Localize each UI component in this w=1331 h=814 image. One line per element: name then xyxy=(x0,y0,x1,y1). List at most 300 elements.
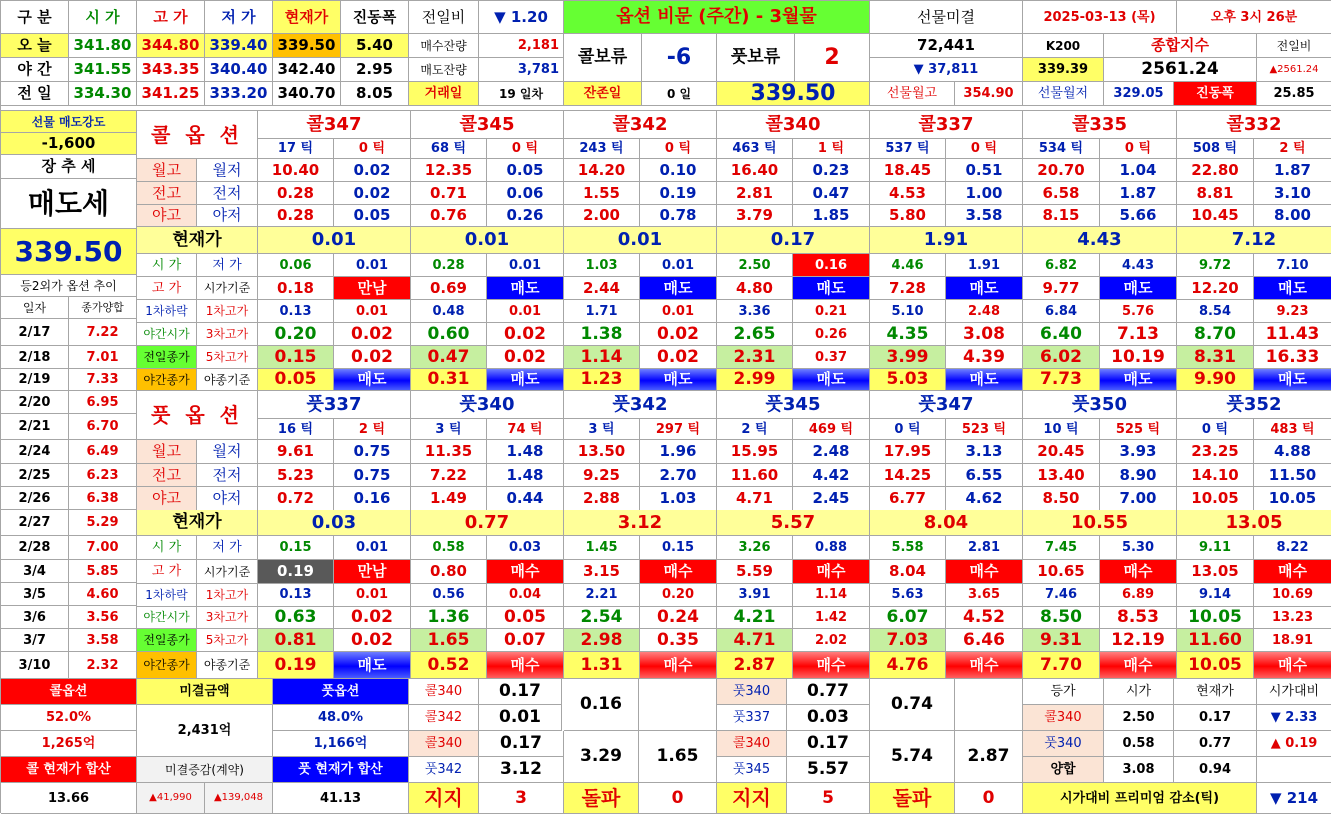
amp-value: 25.85 xyxy=(1257,82,1331,106)
puts-nh: 4.71 xyxy=(717,487,793,511)
pairA-empty xyxy=(639,679,717,731)
call-mhigh: 월고 xyxy=(137,159,197,182)
puts-high5: 0.35 xyxy=(640,629,717,652)
put-sum: 41.13 xyxy=(273,783,409,814)
header-col-5: 진동폭 xyxy=(341,1,409,34)
calls-signal[interactable]: 매도 xyxy=(946,277,1023,300)
history-sum: 6.49 xyxy=(69,440,137,464)
call-option-label: 콜옵션 xyxy=(1,679,137,705)
header-col-6: 전일비 xyxy=(409,1,479,34)
history-date: 3/7 xyxy=(1,629,69,652)
pairC-sum: 3.29 xyxy=(564,731,639,783)
eq-header: 시가대비 xyxy=(1257,679,1331,705)
history-sum: 3.56 xyxy=(69,606,137,629)
calls-high5: 0.02 xyxy=(334,346,411,369)
puts-pl: 11.50 xyxy=(1254,464,1331,487)
calls-tick1: 508 틱 xyxy=(1177,139,1254,159)
put-nopen-label: 야간시가 xyxy=(137,606,197,629)
pair-name: 콜340 xyxy=(409,731,479,757)
calls-drop1: 1.71 xyxy=(564,300,640,323)
put-h1b-label: 1차고가 xyxy=(197,583,258,607)
puts-signal[interactable]: 매수 xyxy=(487,560,564,584)
puts-mh: 11.35 xyxy=(411,440,487,464)
calls-mh: 20.70 xyxy=(1023,159,1100,182)
puts-high3: 0.02 xyxy=(334,606,411,629)
puts-mh: 20.45 xyxy=(1023,440,1100,464)
calls-high: 0.69 xyxy=(411,277,487,300)
calls-tick2: 1 틱 xyxy=(793,139,870,159)
puts-night-signal[interactable]: 매수 xyxy=(487,652,564,679)
k200-value: 339.39 xyxy=(1023,58,1104,82)
calls-drop1: 6.84 xyxy=(1023,300,1100,323)
puts-prev-close: 7.03 xyxy=(870,629,946,652)
puts-high1: 0.01 xyxy=(334,583,411,607)
calls-drop1: 5.10 xyxy=(870,300,946,323)
calls-tick2: 2 틱 xyxy=(1254,139,1331,159)
puts-high3: 4.52 xyxy=(946,606,1023,629)
summary-open: 341.80 xyxy=(69,34,137,58)
puts-drop1: 5.63 xyxy=(870,583,946,607)
puts-ml: 2.48 xyxy=(793,440,870,464)
puts-strike-name: 풋347 xyxy=(870,391,1023,419)
puts-nh: 1.49 xyxy=(411,487,487,511)
put-open-label: 시 가 xyxy=(137,536,197,560)
calls-drop1: 0.48 xyxy=(411,300,487,323)
puts-high3: 13.23 xyxy=(1254,606,1331,629)
puts-tick1: 0 틱 xyxy=(1177,419,1254,440)
remain-day-label: 잔존일 xyxy=(564,82,642,106)
calls-nh: 10.45 xyxy=(1177,205,1254,227)
calls-prev-close: 3.99 xyxy=(870,346,946,369)
calls-low: 0.01 xyxy=(640,254,717,277)
eq-name: 풋340 xyxy=(1023,731,1104,757)
history-date: 2/17 xyxy=(1,319,69,346)
summary-range: 8.05 xyxy=(341,82,409,106)
calls-night-signal[interactable]: 매도 xyxy=(487,369,564,391)
call-pct: 52.0% xyxy=(1,705,137,731)
calls-night-open: 8.70 xyxy=(1177,323,1254,346)
puts-tick1: 3 틱 xyxy=(564,419,640,440)
summary-open: 341.55 xyxy=(69,58,137,82)
calls-high1: 0.01 xyxy=(640,300,717,323)
calls-high: 9.77 xyxy=(1023,277,1100,300)
put-cur-label: 현재가 xyxy=(137,510,258,536)
put-openbase-label: 시가기준 xyxy=(197,560,258,584)
puts-mh: 9.61 xyxy=(258,440,334,464)
puts-signal[interactable]: 매수 xyxy=(640,560,717,584)
calls-high1: 0.01 xyxy=(487,300,564,323)
call-openbase-label: 시가기준 xyxy=(197,277,258,300)
puts-mh: 13.50 xyxy=(564,440,640,464)
pair-value: 0.01 xyxy=(479,705,562,731)
call-nhigh: 야고 xyxy=(137,205,197,227)
call-nlow: 야저 xyxy=(197,205,258,227)
header-col-0: 구 분 xyxy=(1,1,69,34)
history-sum: 6.23 xyxy=(69,464,137,487)
calls-mh: 10.40 xyxy=(258,159,334,182)
header-col-2: 고 가 xyxy=(137,1,205,34)
calls-night-close: 0.05 xyxy=(258,369,334,391)
puts-night-signal[interactable]: 매도 xyxy=(334,652,411,679)
puts-tick2: 525 틱 xyxy=(1100,419,1177,440)
calls-nl: 0.26 xyxy=(487,205,564,227)
calls-nl: 0.05 xyxy=(334,205,411,227)
calls-nl: 3.58 xyxy=(946,205,1023,227)
history-sum: 2.32 xyxy=(69,652,137,679)
puts-night-signal[interactable]: 매수 xyxy=(1100,652,1177,679)
puts-nh: 2.88 xyxy=(564,487,640,511)
calls-open: 9.72 xyxy=(1177,254,1254,277)
calls-low: 0.01 xyxy=(334,254,411,277)
puts-low: 5.30 xyxy=(1100,536,1177,560)
puts-signal[interactable]: 매수 xyxy=(1100,560,1177,584)
calls-nh: 8.15 xyxy=(1023,205,1100,227)
puts-drop1: 9.14 xyxy=(1177,583,1254,607)
pair-value: 5.57 xyxy=(787,757,870,783)
puts-tick1: 3 틱 xyxy=(411,419,487,440)
puts-high5: 12.19 xyxy=(1100,629,1177,652)
calls-night-close: 7.73 xyxy=(1023,369,1100,391)
puts-night-close: 2.87 xyxy=(717,652,793,679)
history-sum: 6.38 xyxy=(69,487,137,510)
calls-signal[interactable]: 매도 xyxy=(487,277,564,300)
puts-night-open: 10.05 xyxy=(1177,606,1254,629)
pairD-half: 2.87 xyxy=(955,731,1023,783)
calls-ph: 8.81 xyxy=(1177,182,1254,205)
calls-nh: 3.79 xyxy=(717,205,793,227)
calls-low: 7.10 xyxy=(1254,254,1331,277)
break-label: 돌파 xyxy=(870,783,955,814)
trend-title: 등2외가 옵션 추이 xyxy=(1,275,137,297)
history-date: 2/24 xyxy=(1,440,69,464)
calls-pl: 0.19 xyxy=(640,182,717,205)
call-nclose-label: 야간종가 xyxy=(137,369,197,391)
puts-night-signal[interactable]: 매수 xyxy=(946,652,1023,679)
puts-nl: 1.03 xyxy=(640,487,717,511)
calls-ml: 0.05 xyxy=(487,159,564,182)
calls-high3: 0.26 xyxy=(793,323,870,346)
puts-high1: 0.20 xyxy=(640,583,717,607)
put-mhigh: 월고 xyxy=(137,440,197,464)
calls-night-close: 1.23 xyxy=(564,369,640,391)
call-title: 콜 옵 션 xyxy=(137,111,258,159)
call-cur-label: 현재가 xyxy=(137,227,258,254)
puts-nh: 6.77 xyxy=(870,487,946,511)
trade-day-label: 거래일 xyxy=(409,82,479,106)
ask-label: 매도잔량 xyxy=(409,58,479,82)
put-title: 풋 옵 션 xyxy=(137,391,258,440)
trade-day-value: 19 일차 xyxy=(479,82,564,106)
puts-pl: 6.55 xyxy=(946,464,1023,487)
summary-range: 2.95 xyxy=(341,58,409,82)
page-title: 옵션 비문 (주간) - 3월물 xyxy=(564,1,870,34)
calls-nl: 8.00 xyxy=(1254,205,1331,227)
puts-drop1: 0.56 xyxy=(411,583,487,607)
calls-prev-close: 2.31 xyxy=(717,346,793,369)
call-sum: 13.66 xyxy=(1,783,137,814)
puts-night-signal[interactable]: 매수 xyxy=(640,652,717,679)
puts-strike-name: 풋352 xyxy=(1177,391,1331,419)
calls-prev-close: 1.14 xyxy=(564,346,640,369)
calls-night-signal[interactable]: 매도 xyxy=(946,369,1023,391)
puts-signal[interactable]: 매수 xyxy=(793,560,870,584)
eq-sum-label: 양합 xyxy=(1023,757,1104,783)
put-pct: 48.0% xyxy=(273,705,409,731)
summary-cur: 339.50 xyxy=(273,34,341,58)
puts-low: 8.22 xyxy=(1254,536,1331,560)
calls-nh: 0.76 xyxy=(411,205,487,227)
puts-prev-close: 4.71 xyxy=(717,629,793,652)
remain-day-value: 0 일 xyxy=(642,82,717,106)
calls-strike-name: 콜332 xyxy=(1177,111,1331,139)
puts-tick1: 2 틱 xyxy=(717,419,793,440)
calls-prev-close: 8.31 xyxy=(1177,346,1254,369)
puts-ph: 11.60 xyxy=(717,464,793,487)
put-nbase-label: 야종기준 xyxy=(197,652,258,679)
calls-high: 12.20 xyxy=(1177,277,1254,300)
puts-high: 3.15 xyxy=(564,560,640,584)
eq-open: 0.58 xyxy=(1104,731,1174,757)
pair-name: 풋345 xyxy=(717,757,787,783)
calls-low: 0.01 xyxy=(487,254,564,277)
calls-nh: 2.00 xyxy=(564,205,640,227)
puts-tick2: 2 틱 xyxy=(334,419,411,440)
calls-high3: 3.08 xyxy=(946,323,1023,346)
puts-prev-close: 11.60 xyxy=(1177,629,1254,652)
puts-nl: 0.16 xyxy=(334,487,411,511)
pair-value: 0.17 xyxy=(787,731,870,757)
puts-high: 0.19 xyxy=(258,560,334,584)
calls-nh: 0.28 xyxy=(258,205,334,227)
put-option-label: 풋옵션 xyxy=(273,679,409,705)
calls-ph: 2.81 xyxy=(717,182,793,205)
call-h1b-label: 1차고가 xyxy=(197,300,258,323)
call-plow: 전저 xyxy=(197,182,258,205)
summary-low: 333.20 xyxy=(205,82,273,106)
puts-high3: 8.53 xyxy=(1100,606,1177,629)
puts-high5: 18.91 xyxy=(1254,629,1331,652)
month-low-value: 329.05 xyxy=(1104,82,1174,106)
call-phigh: 전고 xyxy=(137,182,197,205)
call-mlow: 월저 xyxy=(197,159,258,182)
eq-current: 0.17 xyxy=(1174,705,1257,731)
calls-tick2: 0 틱 xyxy=(487,139,564,159)
calls-night-close: 9.90 xyxy=(1177,369,1254,391)
puts-tick1: 0 틱 xyxy=(870,419,946,440)
puts-ml: 4.88 xyxy=(1254,440,1331,464)
k200-label: K200 xyxy=(1023,34,1104,58)
calls-low: 1.91 xyxy=(946,254,1023,277)
support-label: 지지 xyxy=(409,783,479,814)
calls-night-open: 2.65 xyxy=(717,323,793,346)
calls-strike-name: 콜347 xyxy=(258,111,411,139)
pair-name: 콜342 xyxy=(409,705,479,731)
calls-night-close: 5.03 xyxy=(870,369,946,391)
month-high-value: 354.90 xyxy=(955,82,1023,106)
calls-ph: 0.28 xyxy=(258,182,334,205)
calls-night-signal[interactable]: 매도 xyxy=(640,369,717,391)
calls-high3: 11.43 xyxy=(1254,323,1331,346)
puts-ph: 14.10 xyxy=(1177,464,1254,487)
history-sum: 7.01 xyxy=(69,346,137,369)
puts-night-close: 0.52 xyxy=(411,652,487,679)
calls-tick1: 537 틱 xyxy=(870,139,946,159)
history-date: 2/27 xyxy=(1,510,69,536)
puts-ph: 14.25 xyxy=(870,464,946,487)
puts-signal[interactable]: 만남 xyxy=(334,560,411,584)
puts-low: 0.01 xyxy=(334,536,411,560)
calls-open: 6.82 xyxy=(1023,254,1100,277)
puts-strike-name: 풋350 xyxy=(1023,391,1177,419)
history-date: 3/10 xyxy=(1,652,69,679)
calls-night-signal[interactable]: 매도 xyxy=(793,369,870,391)
puts-open: 7.45 xyxy=(1023,536,1100,560)
puts-night-signal[interactable]: 매수 xyxy=(793,652,870,679)
puts-night-open: 1.36 xyxy=(411,606,487,629)
puts-night-close: 1.31 xyxy=(564,652,640,679)
summary-low: 340.40 xyxy=(205,58,273,82)
eq-open: 2.50 xyxy=(1104,705,1174,731)
calls-prev-close: 0.15 xyxy=(258,346,334,369)
support-label: 지지 xyxy=(717,783,787,814)
put-h1-label: 1차하락 xyxy=(137,583,197,607)
puts-ml: 3.93 xyxy=(1100,440,1177,464)
support-value: 5 xyxy=(787,783,870,814)
calls-signal[interactable]: 매도 xyxy=(1254,277,1331,300)
puts-night-close: 0.19 xyxy=(258,652,334,679)
calls-open: 0.28 xyxy=(411,254,487,277)
summary-high: 344.80 xyxy=(137,34,205,58)
puts-nl: 0.44 xyxy=(487,487,564,511)
pair-name: 풋340 xyxy=(717,679,787,705)
summary-range: 5.40 xyxy=(341,34,409,58)
call-nopen-label: 야간시가 xyxy=(137,323,197,346)
history-sum: 6.70 xyxy=(69,414,137,440)
calls-mh: 18.45 xyxy=(870,159,946,182)
calls-current: 4.43 xyxy=(1023,227,1177,254)
calls-signal[interactable]: 만남 xyxy=(334,277,411,300)
oi-up-1: ▲41,990 xyxy=(137,783,205,814)
puts-night-signal[interactable]: 매수 xyxy=(1254,652,1331,679)
pair-value: 0.03 xyxy=(787,705,870,731)
history-date: 3/4 xyxy=(1,560,69,583)
calls-strike-name: 콜345 xyxy=(411,111,564,139)
puts-low: 0.88 xyxy=(793,536,870,560)
puts-tick2: 483 틱 xyxy=(1254,419,1331,440)
puts-tick2: 74 틱 xyxy=(487,419,564,440)
pairC-half: 1.65 xyxy=(639,731,717,783)
calls-pl: 1.87 xyxy=(1100,182,1177,205)
calls-tick2: 0 틱 xyxy=(640,139,717,159)
calls-prev-close: 0.47 xyxy=(411,346,487,369)
puts-signal[interactable]: 매수 xyxy=(946,560,1023,584)
puts-nl: 10.05 xyxy=(1254,487,1331,511)
put-reserve-value: 2 xyxy=(795,34,870,82)
calls-ml: 0.02 xyxy=(334,159,411,182)
calls-strike-name: 콜342 xyxy=(564,111,717,139)
puts-low: 0.03 xyxy=(487,536,564,560)
calls-ph: 1.55 xyxy=(564,182,640,205)
calls-current: 0.17 xyxy=(717,227,870,254)
break-label: 돌파 xyxy=(564,783,639,814)
pair-name: 풋337 xyxy=(717,705,787,731)
calls-mh: 22.80 xyxy=(1177,159,1254,182)
calls-high3: 0.02 xyxy=(334,323,411,346)
calls-pl: 0.02 xyxy=(334,182,411,205)
call-high-label: 고 가 xyxy=(137,277,197,300)
break-value: 0 xyxy=(639,783,717,814)
kospi-label: 종합지수 xyxy=(1104,34,1257,58)
calls-night-signal[interactable]: 매도 xyxy=(334,369,411,391)
call-nbase-label: 야종기준 xyxy=(197,369,258,391)
call-h3-label: 3차고가 xyxy=(197,323,258,346)
calls-nl: 1.85 xyxy=(793,205,870,227)
calls-high: 4.80 xyxy=(717,277,793,300)
premium-label: 시가대비 프리미엄 감소(틱) xyxy=(1023,783,1257,814)
puts-mh: 17.95 xyxy=(870,440,946,464)
puts-high: 10.65 xyxy=(1023,560,1100,584)
calls-high3: 0.02 xyxy=(640,323,717,346)
calls-signal[interactable]: 매도 xyxy=(1100,277,1177,300)
puts-tick1: 10 틱 xyxy=(1023,419,1100,440)
oi-up-2: ▲139,048 xyxy=(205,783,273,814)
calls-high1: 2.48 xyxy=(946,300,1023,323)
calls-night-signal[interactable]: 매도 xyxy=(1100,369,1177,391)
time-label: 오후 3시 26분 xyxy=(1177,1,1331,34)
calls-night-close: 2.99 xyxy=(717,369,793,391)
put-reserve-label: 풋보류 xyxy=(717,34,795,82)
calls-ml: 0.10 xyxy=(640,159,717,182)
puts-night-open: 8.50 xyxy=(1023,606,1100,629)
pair-value: 0.17 xyxy=(479,679,562,705)
history-sum: 6.95 xyxy=(69,391,137,414)
calls-high3: 0.02 xyxy=(487,323,564,346)
puts-signal[interactable]: 매수 xyxy=(1254,560,1331,584)
strength-label: 선물 매도강도 xyxy=(1,111,137,133)
puts-high3: 0.05 xyxy=(487,606,564,629)
calls-ml: 0.23 xyxy=(793,159,870,182)
calls-night-open: 1.38 xyxy=(564,323,640,346)
puts-drop1: 0.13 xyxy=(258,583,334,607)
puts-night-close: 7.70 xyxy=(1023,652,1100,679)
puts-current: 8.04 xyxy=(870,510,1023,536)
calls-ph: 0.71 xyxy=(411,182,487,205)
puts-strike-name: 풋342 xyxy=(564,391,717,419)
calls-signal[interactable]: 매도 xyxy=(793,277,870,300)
call-open-label: 시 가 xyxy=(137,254,197,277)
puts-open: 5.58 xyxy=(870,536,946,560)
put-h3-label: 3차고가 xyxy=(197,606,258,629)
pair-name: 콜340 xyxy=(717,731,787,757)
pair-value: 3.12 xyxy=(479,757,564,783)
calls-signal[interactable]: 매도 xyxy=(640,277,717,300)
calls-ph: 4.53 xyxy=(870,182,946,205)
trend-label: 장 추 세 xyxy=(1,155,137,179)
puts-current: 0.77 xyxy=(411,510,564,536)
puts-tick1: 16 틱 xyxy=(258,419,334,440)
calls-high1: 5.76 xyxy=(1100,300,1177,323)
calls-open: 0.06 xyxy=(258,254,334,277)
puts-night-open: 0.63 xyxy=(258,606,334,629)
calls-night-signal[interactable]: 매도 xyxy=(1254,369,1331,391)
calls-tick1: 463 틱 xyxy=(717,139,793,159)
call-reserve-value: -6 xyxy=(642,34,717,82)
puts-open: 0.15 xyxy=(258,536,334,560)
put-low-label: 저 가 xyxy=(197,536,258,560)
summary-label: 야 간 xyxy=(1,58,69,82)
calls-high: 0.18 xyxy=(258,277,334,300)
month-high-label: 선물월고 xyxy=(870,82,955,106)
